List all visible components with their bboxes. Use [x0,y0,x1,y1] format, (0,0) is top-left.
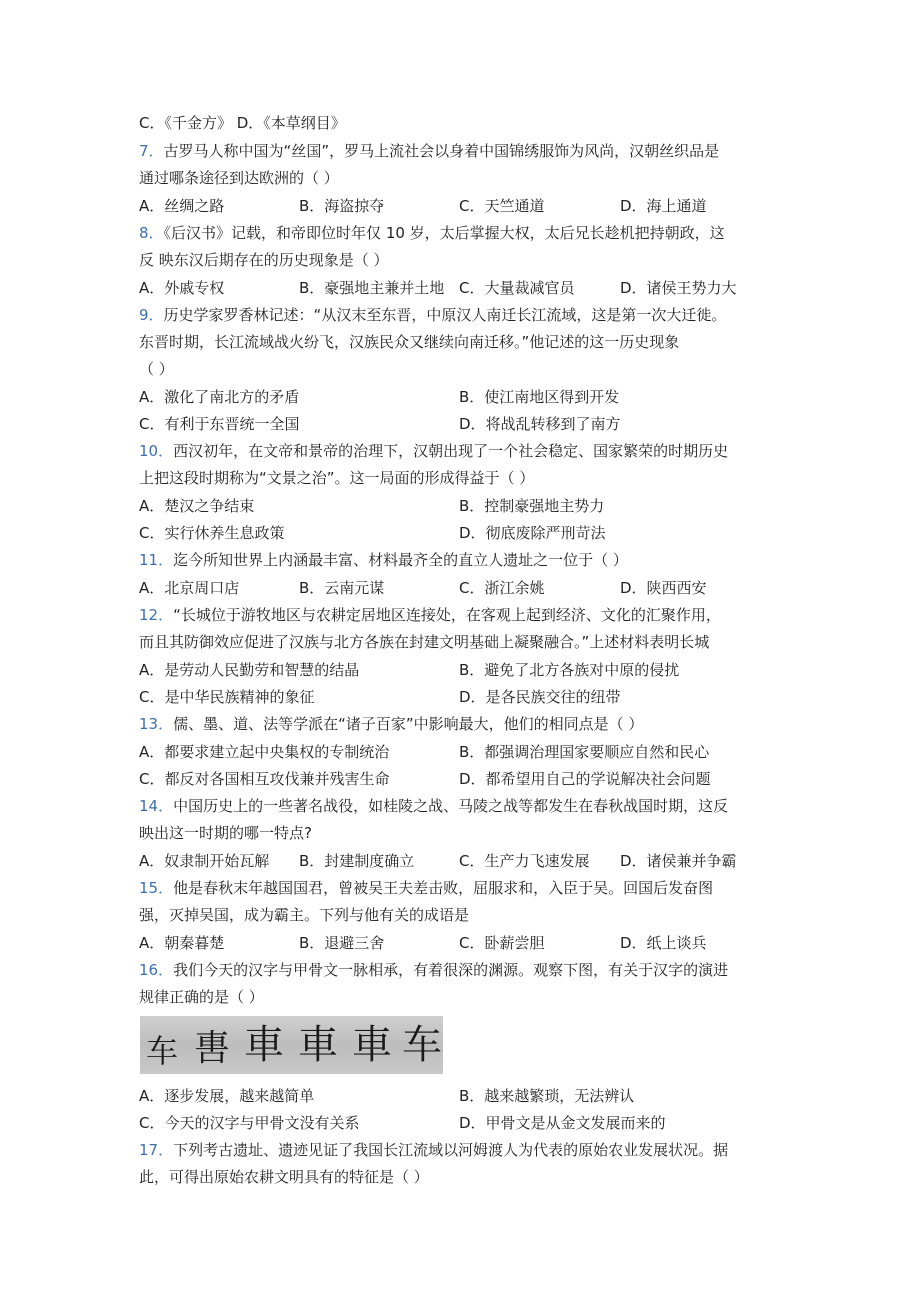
q8-option-b: B．豪强地主兼并土地 [299,279,445,297]
q11-stem: 11．迄今所知世界上内涵最丰富、材料最齐全的直立人遗址之一位于（ ） [139,551,628,569]
q8-option-c: C．大量裁减官员 [459,279,575,297]
q14-stem-line2: 映出这一时期的哪一特点? [139,824,312,842]
q11-option-b: B．云南元谋 [299,579,385,597]
q8-number: 8． [139,224,164,242]
q7-number: 7． [139,142,164,160]
q12-option-a: A．是劳动人民勤劳和智慧的结晶 [139,661,360,679]
q9-stem-line3: （ ） [139,360,174,378]
q13-option-b: B．都强调治理国家要顺应自然和民心 [459,743,710,761]
q14-option-c: C．生产力飞速发展 [459,852,590,870]
q16-option-b: B．越来越繁琐，无法辨认 [459,1087,635,1105]
q8-stem-line2: 反 映东汉后期存在的历史现象是（ ） [139,251,389,269]
q7-option-a: A．丝绸之路 [139,197,225,215]
glyph-seal: 車 [244,1022,284,1068]
q13-option-d: D．都希望用自己的学说解决社会问题 [459,770,711,788]
q14-option-a: A．奴隶制开始瓦解 [139,852,270,870]
q14-option-d: D．诸侯兼并争霸 [620,852,737,870]
q14-option-b: B．封建制度确立 [299,852,415,870]
q15-number: 15． [139,879,174,897]
q12-stem-line2: 而且其防御效应促进了汉族与北方各族在封建文明基础上凝聚融合。”上述材料表明长城 [139,633,710,651]
q17-stem: 17．下列考古遗址、遗迹见证了我国长江流域以河姆渡人为代表的原始农业发展状况。据 [139,1141,729,1159]
q7-option-c: C．天竺通道 [459,197,545,215]
q15-stem: 15．他是春秋末年越国国君，曾被吴王夫差击败，屈服求和，入臣于吴。回国后发奋图 [139,879,714,897]
q12-option-c: C．是中华民族精神的象征 [139,688,315,706]
glyph-simplified: 车 [402,1022,442,1068]
q16-number: 16． [139,961,174,979]
q15-option-a: A．朝秦暮楚 [139,934,225,952]
q16-stem: 16．我们今天的汉字与甲骨文一脉相承，有着很深的渊源。观察下图，有关于汉字的演进 [139,961,729,979]
glyph-clerical: 車 [298,1022,338,1068]
q9-stem-line2: 东晋时期，长江流域战火纷飞，汉族民众又继续向南迁移。”他记述的这一历史现象 [139,333,680,351]
glyph-bronze: 軎 [194,1028,231,1069]
q9-number: 9． [139,306,164,324]
q15-option-c: C．卧薪尝胆 [459,934,545,952]
glyph-oracle: 车 [146,1032,179,1070]
q16-option-d: D．甲骨文是从金文发展而来的 [459,1114,666,1132]
q17-number: 17． [139,1141,174,1159]
q9-option-a: A．激化了南北方的矛盾 [139,388,300,406]
q15-option-d: D．纸上谈兵 [620,934,707,952]
q9-option-b: B．使江南地区得到开发 [459,388,620,406]
q7-option-b: B．海盗掠夺 [299,197,385,215]
q17-stem-line2: 此，可得出原始农耕文明具有的特征是（ ） [139,1168,429,1186]
q12-option-b: B．避免了北方各族对中原的侵扰 [459,661,680,679]
q7-option-d: D．海上通道 [620,197,707,215]
q7-stem-line2: 通过哪条途径到达欧洲的（ ） [139,169,339,187]
q10-stem-line2: 上把这段时期称为“文景之治”。这一局面的形成得益于（ ） [139,469,535,487]
character-evolution-image [140,1016,443,1074]
q10-stem: 10．西汉初年，在文帝和景帝的治理下，汉朝出现了一个社会稳定、国家繁荣的时期历史 [139,442,729,460]
q9-option-d: D．将战乱转移到了南方 [459,415,621,433]
q15-option-b: B．退避三舍 [299,934,385,952]
q10-option-c: C．实行休养生息政策 [139,524,285,542]
q14-stem: 14．中国历史上的一些著名战役，如桂陵之战、马陵之战等都发生在春秋战国时期，这反 [139,797,729,815]
q12-stem: 12．“长城位于游牧地区与农耕定居地区连接处，在客观上起到经济、文化的汇聚作用， [139,606,721,624]
q12-option-d: D．是各民族交往的纽带 [459,688,621,706]
q12-number: 12． [139,606,174,624]
q7-stem: 7．古罗马人称中国为“丝国”，罗马上流社会以身着中国锦绣服饰为风尚，汉朝丝织品是 [139,142,720,160]
q13-option-a: A．都要求建立起中央集权的专制统治 [139,743,390,761]
q11-option-a: A．北京周口店 [139,579,240,597]
q8-stem: 8．《后汉书》记载，和帝即位时年仅 10 岁，太后掌握大权，太后兄长趁机把持朝政，这 [139,224,725,242]
q10-number: 10． [139,442,174,460]
q8-option-a: A．外戚专权 [139,279,225,297]
q11-option-c: C．浙江余姚 [459,579,545,597]
q13-number: 13． [139,715,174,733]
q9-option-c: C．有利于东晋统一全国 [139,415,300,433]
q11-option-d: D．陕西西安 [620,579,707,597]
q10-option-b: B．控制豪强地主势力 [459,497,605,515]
q15-stem-line2: 强，灭掉吴国，成为霸主。下列与他有关的成语是 [139,906,470,924]
glyph-regular: 車 [352,1022,392,1068]
q16-option-a: A．逐步发展，越来越简单 [139,1087,315,1105]
q14-number: 14． [139,797,174,815]
q8-option-d: D．诸侯王势力大 [620,279,737,297]
q16-option-c: C．今天的汉字与甲骨文没有关系 [139,1114,360,1132]
q10-option-d: D．彻底废除严刑苛法 [459,524,606,542]
q13-stem: 13．儒、墨、道、法等学派在“诸子百家”中影响最大，他们的相同点是（ ） [139,715,644,733]
q10-option-a: A．楚汉之争结束 [139,497,255,515]
q13-option-c: C．都反对各国相互攻伐兼并残害生命 [139,770,390,788]
q11-number: 11． [139,551,174,569]
q9-stem: 9．历史学家罗香林记述：“从汉末至东晋，中原汉人南迁长江流域，这是第一次大迁徙。 [139,306,727,324]
q6-options-cd: C．《千金方》 D．《本草纲目》 [139,114,346,132]
q16-stem-line2: 规律正确的是（ ） [139,988,264,1006]
